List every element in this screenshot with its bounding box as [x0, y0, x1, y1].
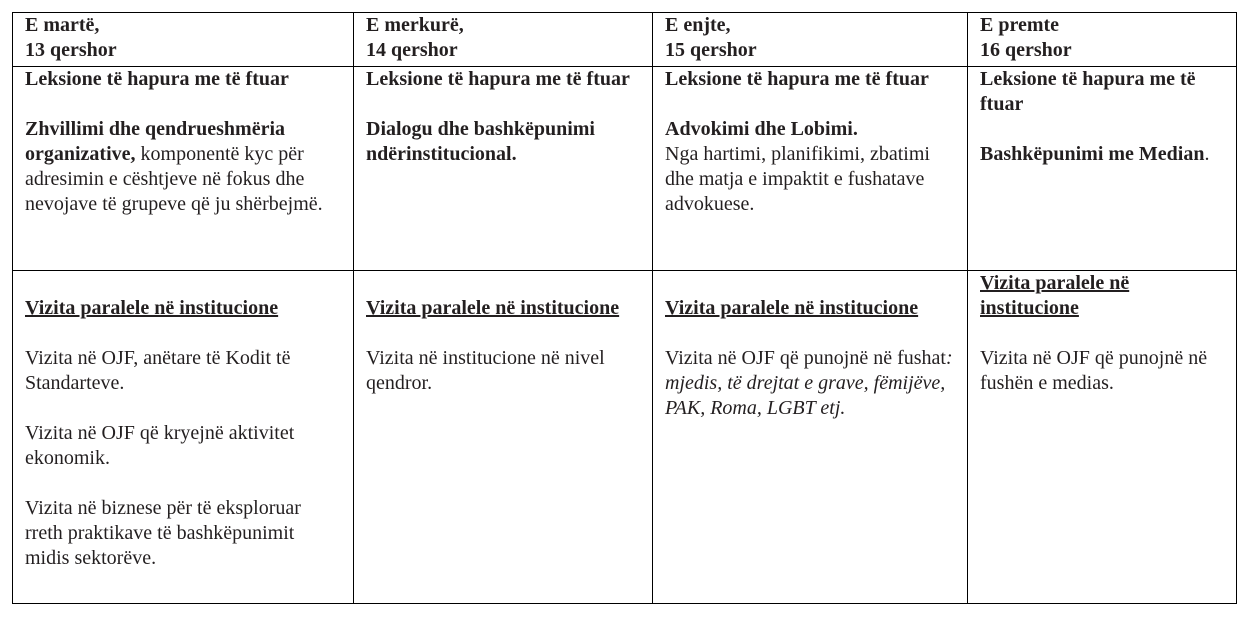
visit-heading: Vizita paralele në institucione — [980, 272, 1130, 319]
lecture-title: Dialogu dhe bashkëpunimi ndërinstitucional. — [366, 118, 595, 165]
day-cell-wednesday — [354, 13, 653, 67]
day-label: E martë, — [25, 14, 100, 36]
lecture-cell-wednesday — [354, 67, 653, 271]
lectures-row — [13, 67, 1237, 271]
visit-item: Vizita në OJF, anëtare të Kodit të Standarteve. — [25, 347, 291, 394]
visits-row — [13, 271, 1237, 604]
visit-heading: Vizita paralele në institucione — [665, 297, 919, 319]
visit-cell-thursday — [653, 271, 968, 604]
day-label: E enjte, — [665, 14, 731, 36]
visit-fields: : mjedis, të drejtat e grave, fëmijëve, PAK, Roma, LGBT etj. — [665, 347, 953, 419]
lecture-heading: Leksione të hapura me të ftuar — [25, 68, 289, 90]
day-cell-thursday — [653, 13, 968, 67]
visit-text: Vizita në OJF që punojnë në fushat — [665, 347, 946, 369]
lecture-body — [980, 142, 1226, 167]
day-label: E merkurë, — [366, 14, 464, 36]
day-cell-tuesday — [13, 13, 354, 67]
day-cell-friday — [968, 13, 1237, 67]
visit-cell-friday — [968, 271, 1237, 604]
visit-heading: Vizita paralele në institucione — [25, 297, 279, 319]
lecture-cell-thursday — [653, 67, 968, 271]
lecture-text: komponentë kyc për adresimin e cështjeve në fokus dhe nevojave të grupeve që ju shërbejmë. — [25, 143, 323, 215]
visit-item: Vizita në OJF që punojnë në fushën e medias. — [980, 347, 1208, 394]
visit-cell-tuesday — [13, 271, 354, 604]
visit-heading: Vizita paralele në institucione — [366, 297, 620, 319]
lecture-heading: Leksione të hapura me të ftuar — [665, 68, 929, 90]
lecture-text: . — [1204, 143, 1210, 165]
visit-item: Vizita në biznese për të eksploruar rreth praktikave të bashkëpunimit midis sektorëve. — [25, 497, 301, 569]
date-label: 15 qershor — [665, 39, 757, 61]
visit-cell-wednesday — [354, 271, 653, 604]
date-label: 14 qershor — [366, 39, 458, 61]
header-row — [13, 13, 1237, 67]
visit-item — [665, 346, 957, 421]
schedule-table — [12, 12, 1237, 604]
visit-item: Vizita në OJF që kryejnë aktivitet ekonomik. — [25, 422, 295, 469]
lecture-heading: Leksione të hapura me të ftuar — [366, 68, 630, 90]
lecture-title: Bashkëpunimi me Median — [980, 143, 1205, 165]
lecture-heading: Leksione të hapura me të ftuar — [980, 68, 1196, 115]
lecture-title: Advokimi dhe Lobimi. — [665, 118, 858, 140]
lecture-text: Nga hartimi, planifikimi, zbatimi dhe matja e impaktit e fushatave advokuese. — [665, 143, 930, 215]
lecture-title: Zhvillimi dhe qendrueshmëria organizative, — [25, 118, 286, 165]
lecture-body — [25, 117, 343, 217]
date-label: 13 qershor — [25, 39, 117, 61]
lecture-cell-tuesday — [13, 67, 354, 271]
lecture-cell-friday — [968, 67, 1237, 271]
day-label: E premte — [980, 14, 1060, 36]
visit-item: Vizita në institucione në nivel qendror. — [366, 347, 605, 394]
date-label: 16 qershor — [980, 39, 1072, 61]
